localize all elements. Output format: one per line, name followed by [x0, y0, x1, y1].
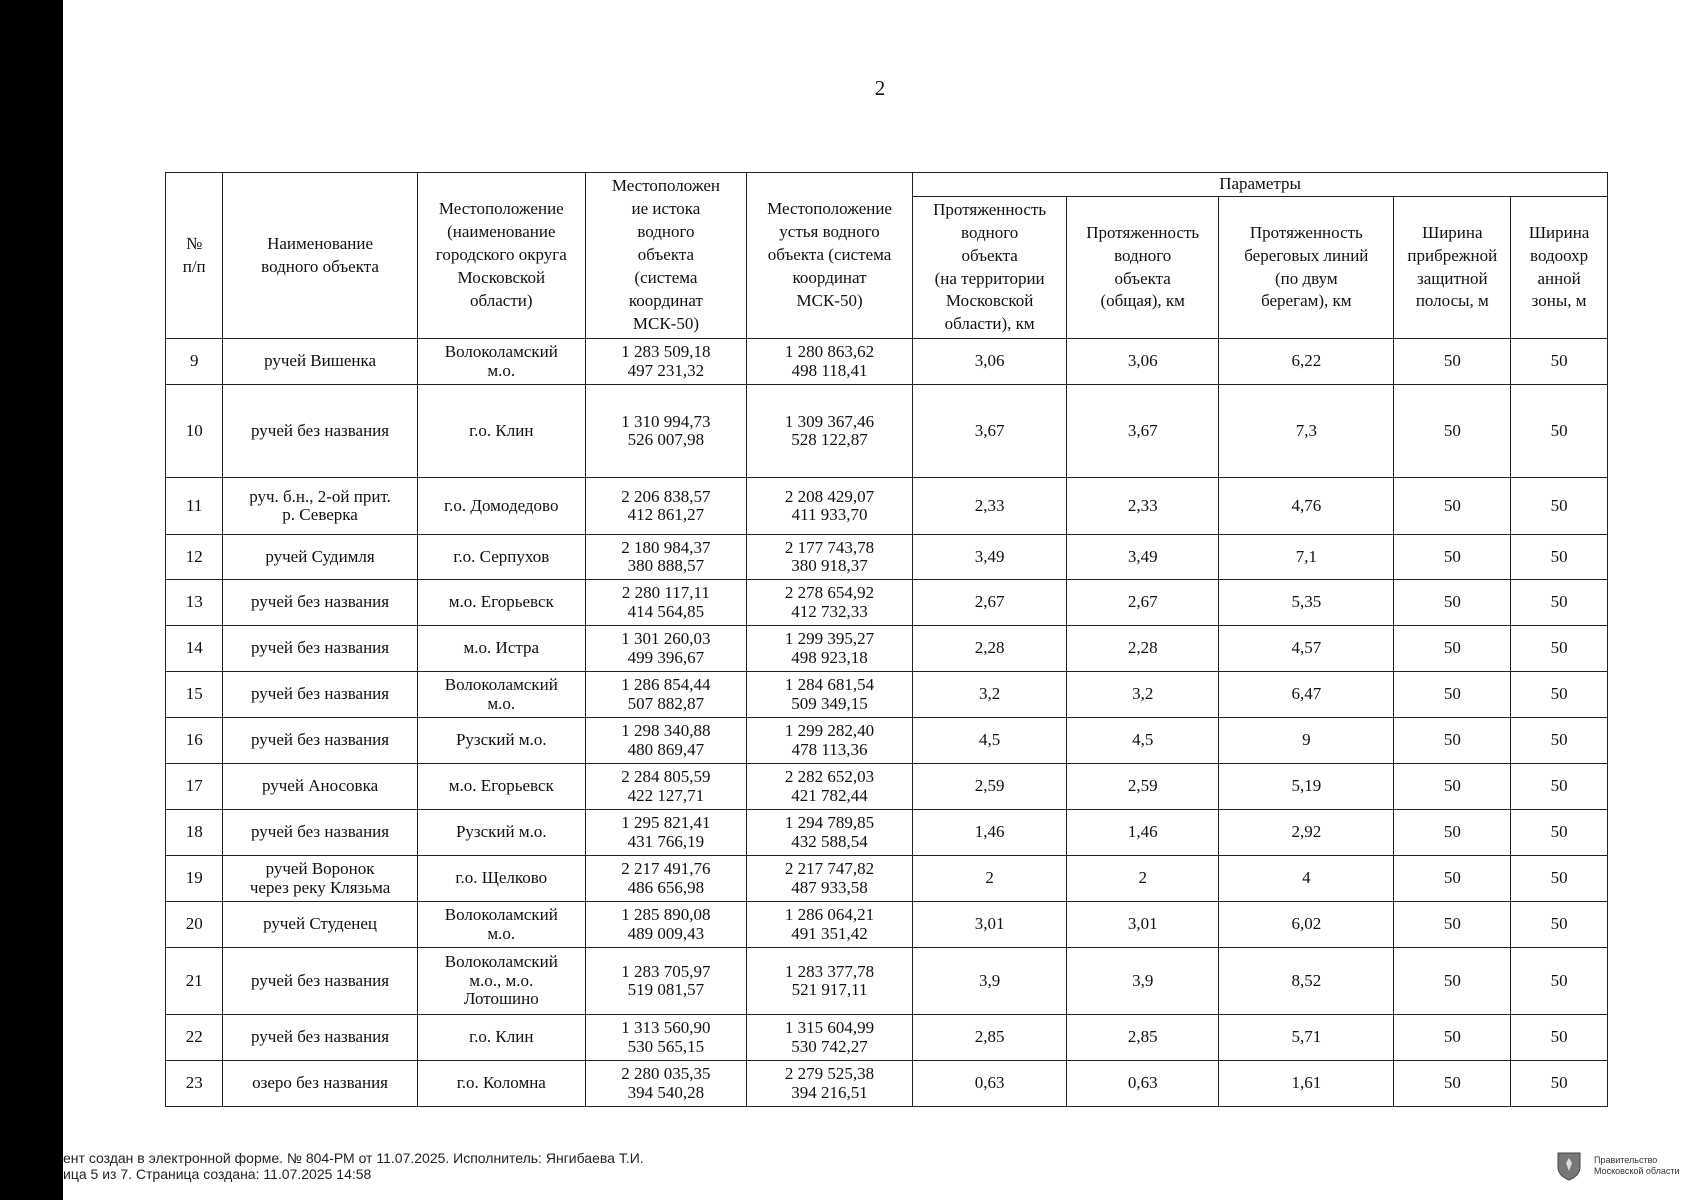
- cell-coastal-strip: 50: [1394, 810, 1511, 856]
- logo-text-line-2: Московской области: [1594, 1166, 1680, 1176]
- table-row: [166, 764, 1608, 810]
- table-row: [166, 902, 1608, 948]
- cell-mouth: 1 299 282,40 478 113,36: [746, 718, 912, 764]
- page-number: 2: [874, 76, 886, 100]
- header-location: Местоположение (наименование городского округа Московской области): [417, 173, 585, 339]
- cell-shore-length: 4: [1219, 856, 1394, 902]
- cell-no: 9: [166, 339, 223, 385]
- cell-source: 2 280 117,11 414 564,85: [585, 580, 746, 626]
- cell-no: 11: [166, 478, 223, 535]
- cell-length-total: 2,59: [1067, 764, 1219, 810]
- cell-length-total: 3,06: [1067, 339, 1219, 385]
- cell-source: 1 298 340,88 480 869,47: [585, 718, 746, 764]
- cell-length-region: 3,2: [913, 672, 1067, 718]
- header-length-total: Протяженность водного объекта (общая), км: [1067, 197, 1219, 339]
- cell-length-total: 1,46: [1067, 810, 1219, 856]
- cell-name: ручей без названия: [223, 1015, 417, 1061]
- header-mouth: Местоположение устья водного объекта (система координат МСК-50): [746, 173, 912, 339]
- footer: [63, 1150, 644, 1182]
- cell-protection-zone: 50: [1511, 535, 1608, 580]
- cell-shore-length: 6,02: [1219, 902, 1394, 948]
- water-objects-table: [165, 172, 1608, 1107]
- cell-length-total: 0,63: [1067, 1061, 1219, 1107]
- table-body: [166, 339, 1608, 1107]
- cell-mouth: 2 279 525,38 394 216,51: [746, 1061, 912, 1107]
- cell-no: 17: [166, 764, 223, 810]
- cell-protection-zone: 50: [1511, 580, 1608, 626]
- cell-protection-zone: 50: [1511, 672, 1608, 718]
- cell-length-region: 2,28: [913, 626, 1067, 672]
- cell-name: ручей Вишенка: [223, 339, 417, 385]
- table-row: [166, 672, 1608, 718]
- header-length-region: Протяженность водного объекта (на территории Московской области), км: [913, 197, 1067, 339]
- cell-mouth: 1 286 064,21 491 351,42: [746, 902, 912, 948]
- cell-coastal-strip: 50: [1394, 902, 1511, 948]
- cell-coastal-strip: 50: [1394, 1015, 1511, 1061]
- cell-length-total: 2,85: [1067, 1015, 1219, 1061]
- cell-coastal-strip: 50: [1394, 948, 1511, 1015]
- table-row: [166, 1015, 1608, 1061]
- cell-location: Волоколамский м.о.: [417, 902, 585, 948]
- cell-name: озеро без названия: [223, 1061, 417, 1107]
- cell-no: 12: [166, 535, 223, 580]
- cell-protection-zone: 50: [1511, 1015, 1608, 1061]
- cell-mouth: 1 299 395,27 498 923,18: [746, 626, 912, 672]
- cell-location: м.о. Егорьевск: [417, 764, 585, 810]
- cell-name: ручей без названия: [223, 810, 417, 856]
- cell-no: 15: [166, 672, 223, 718]
- cell-length-total: 3,01: [1067, 902, 1219, 948]
- cell-protection-zone: 50: [1511, 902, 1608, 948]
- cell-no: 10: [166, 385, 223, 478]
- cell-mouth: 1 283 377,78 521 917,11: [746, 948, 912, 1015]
- cell-length-region: 2,33: [913, 478, 1067, 535]
- cell-location: г.о. Клин: [417, 385, 585, 478]
- cell-coastal-strip: 50: [1394, 478, 1511, 535]
- cell-source: 2 206 838,57 412 861,27: [585, 478, 746, 535]
- cell-shore-length: 6,22: [1219, 339, 1394, 385]
- cell-length-total: 3,67: [1067, 385, 1219, 478]
- table-row: [166, 385, 1608, 478]
- cell-protection-zone: 50: [1511, 810, 1608, 856]
- cell-location: г.о. Коломна: [417, 1061, 585, 1107]
- cell-coastal-strip: 50: [1394, 718, 1511, 764]
- cell-coastal-strip: 50: [1394, 535, 1511, 580]
- cell-shore-length: 4,57: [1219, 626, 1394, 672]
- cell-length-region: 2: [913, 856, 1067, 902]
- table-row: [166, 1061, 1608, 1107]
- cell-shore-length: 7,1: [1219, 535, 1394, 580]
- cell-protection-zone: 50: [1511, 478, 1608, 535]
- cell-mouth: 2 282 652,03 421 782,44: [746, 764, 912, 810]
- cell-mouth: 2 208 429,07 411 933,70: [746, 478, 912, 535]
- table-row: [166, 339, 1608, 385]
- cell-source: 2 217 491,76 486 656,98: [585, 856, 746, 902]
- cell-source: 2 280 035,35 394 540,28: [585, 1061, 746, 1107]
- logo-text-line-1: Правительство: [1594, 1155, 1658, 1165]
- cell-shore-length: 2,92: [1219, 810, 1394, 856]
- cell-location: м.о. Истра: [417, 626, 585, 672]
- table-row: [166, 948, 1608, 1015]
- cell-location: г.о. Клин: [417, 1015, 585, 1061]
- cell-mouth: 1 284 681,54 509 349,15: [746, 672, 912, 718]
- cell-source: 1 301 260,03 499 396,67: [585, 626, 746, 672]
- coat-of-arms-icon: [1556, 1151, 1582, 1181]
- table-row: [166, 718, 1608, 764]
- cell-protection-zone: 50: [1511, 1061, 1608, 1107]
- cell-shore-length: 5,71: [1219, 1015, 1394, 1061]
- header-source: Местоположен ие истока водного объекта (система координат МСК-50): [585, 173, 746, 339]
- cell-no: 18: [166, 810, 223, 856]
- footer-line-1: ент создан в электронной форме. № 804-РМ от 11.07.2025. Исполнитель: Янгибаева Т.И.: [63, 1150, 644, 1166]
- cell-no: 16: [166, 718, 223, 764]
- cell-location: Рузский м.о.: [417, 810, 585, 856]
- cell-source: 2 284 805,59 422 127,71: [585, 764, 746, 810]
- table-row: [166, 478, 1608, 535]
- cell-protection-zone: 50: [1511, 764, 1608, 810]
- cell-name: руч. б.н., 2-ой прит. р. Северка: [223, 478, 417, 535]
- cell-no: 14: [166, 626, 223, 672]
- cell-protection-zone: 50: [1511, 385, 1608, 478]
- cell-mouth: 2 177 743,78 380 918,37: [746, 535, 912, 580]
- cell-length-region: 3,01: [913, 902, 1067, 948]
- cell-protection-zone: 50: [1511, 339, 1608, 385]
- cell-mouth: 1 309 367,46 528 122,87: [746, 385, 912, 478]
- table-row: [166, 580, 1608, 626]
- cell-shore-length: 6,47: [1219, 672, 1394, 718]
- cell-length-region: 2,59: [913, 764, 1067, 810]
- cell-mouth: 1 280 863,62 498 118,41: [746, 339, 912, 385]
- cell-shore-length: 4,76: [1219, 478, 1394, 535]
- cell-coastal-strip: 50: [1394, 626, 1511, 672]
- cell-name: ручей Студенец: [223, 902, 417, 948]
- cell-coastal-strip: 50: [1394, 672, 1511, 718]
- header-params-group: Параметры: [913, 173, 1608, 197]
- cell-coastal-strip: 50: [1394, 1061, 1511, 1107]
- cell-coastal-strip: 50: [1394, 764, 1511, 810]
- table-row: [166, 856, 1608, 902]
- cell-protection-zone: 50: [1511, 718, 1608, 764]
- cell-shore-length: 5,19: [1219, 764, 1394, 810]
- cell-location: Волоколамский м.о.: [417, 339, 585, 385]
- cell-length-region: 2,85: [913, 1015, 1067, 1061]
- cell-no: 19: [166, 856, 223, 902]
- left-scan-edge: [0, 0, 63, 1200]
- cell-length-total: 2,33: [1067, 478, 1219, 535]
- cell-shore-length: 1,61: [1219, 1061, 1394, 1107]
- cell-mouth: 2 278 654,92 412 732,33: [746, 580, 912, 626]
- cell-length-total: 2,28: [1067, 626, 1219, 672]
- cell-no: 22: [166, 1015, 223, 1061]
- cell-length-region: 3,67: [913, 385, 1067, 478]
- cell-length-total: 4,5: [1067, 718, 1219, 764]
- cell-length-total: 3,49: [1067, 535, 1219, 580]
- cell-name: ручей без названия: [223, 948, 417, 1015]
- cell-mouth: 1 315 604,99 530 742,27: [746, 1015, 912, 1061]
- cell-source: 1 295 821,41 431 766,19: [585, 810, 746, 856]
- header-protection-zone: Ширина водоохр анной зоны, м: [1511, 197, 1608, 339]
- cell-location: Волоколамский м.о.: [417, 672, 585, 718]
- cell-protection-zone: 50: [1511, 856, 1608, 902]
- table-row: [166, 626, 1608, 672]
- cell-length-region: 1,46: [913, 810, 1067, 856]
- cell-name: ручей без названия: [223, 580, 417, 626]
- cell-name: ручей без названия: [223, 385, 417, 478]
- cell-location: г.о. Серпухов: [417, 535, 585, 580]
- cell-length-region: 3,49: [913, 535, 1067, 580]
- cell-source: 1 283 705,97 519 081,57: [585, 948, 746, 1015]
- cell-no: 23: [166, 1061, 223, 1107]
- logo-text: [1594, 1155, 1680, 1177]
- cell-no: 21: [166, 948, 223, 1015]
- table-row: [166, 810, 1608, 856]
- cell-shore-length: 7,3: [1219, 385, 1394, 478]
- cell-protection-zone: 50: [1511, 626, 1608, 672]
- header-no: № п/п: [166, 173, 223, 339]
- cell-length-region: 3,06: [913, 339, 1067, 385]
- cell-no: 13: [166, 580, 223, 626]
- header-shore-length: Протяженность береговых линий (по двум берегам), км: [1219, 197, 1394, 339]
- cell-name: ручей без названия: [223, 672, 417, 718]
- cell-name: ручей Воронок через реку Клязьма: [223, 856, 417, 902]
- cell-source: 2 180 984,37 380 888,57: [585, 535, 746, 580]
- cell-coastal-strip: 50: [1394, 385, 1511, 478]
- cell-length-region: 4,5: [913, 718, 1067, 764]
- cell-length-total: 2: [1067, 856, 1219, 902]
- cell-source: 1 286 854,44 507 882,87: [585, 672, 746, 718]
- cell-name: ручей без названия: [223, 718, 417, 764]
- cell-coastal-strip: 50: [1394, 580, 1511, 626]
- cell-mouth: 1 294 789,85 432 588,54: [746, 810, 912, 856]
- table-row: [166, 535, 1608, 580]
- cell-source: 1 285 890,08 489 009,43: [585, 902, 746, 948]
- cell-source: 1 313 560,90 530 565,15: [585, 1015, 746, 1061]
- cell-length-region: 0,63: [913, 1061, 1067, 1107]
- cell-length-region: 2,67: [913, 580, 1067, 626]
- cell-shore-length: 5,35: [1219, 580, 1394, 626]
- cell-name: ручей без названия: [223, 626, 417, 672]
- cell-coastal-strip: 50: [1394, 856, 1511, 902]
- cell-location: м.о. Егорьевск: [417, 580, 585, 626]
- cell-length-region: 3,9: [913, 948, 1067, 1015]
- cell-name: ручей Аносовка: [223, 764, 417, 810]
- cell-location: Волоколамский м.о., м.о. Лотошино: [417, 948, 585, 1015]
- cell-mouth: 2 217 747,82 487 933,58: [746, 856, 912, 902]
- cell-shore-length: 8,52: [1219, 948, 1394, 1015]
- cell-no: 20: [166, 902, 223, 948]
- footer-line-2: ица 5 из 7. Страница создана: 11.07.2025 14:58: [63, 1166, 372, 1182]
- cell-source: 1 283 509,18 497 231,32: [585, 339, 746, 385]
- cell-location: г.о. Домодедово: [417, 478, 585, 535]
- cell-coastal-strip: 50: [1394, 339, 1511, 385]
- header-coastal-strip: Ширина прибрежной защитной полосы, м: [1394, 197, 1511, 339]
- cell-length-total: 2,67: [1067, 580, 1219, 626]
- cell-source: 1 310 994,73 526 007,98: [585, 385, 746, 478]
- cell-length-total: 3,9: [1067, 948, 1219, 1015]
- header-name: Наименование водного объекта: [223, 173, 417, 339]
- cell-length-total: 3,2: [1067, 672, 1219, 718]
- cell-location: г.о. Щелково: [417, 856, 585, 902]
- cell-shore-length: 9: [1219, 718, 1394, 764]
- cell-location: Рузский м.о.: [417, 718, 585, 764]
- cell-name: ручей Судимля: [223, 535, 417, 580]
- cell-protection-zone: 50: [1511, 948, 1608, 1015]
